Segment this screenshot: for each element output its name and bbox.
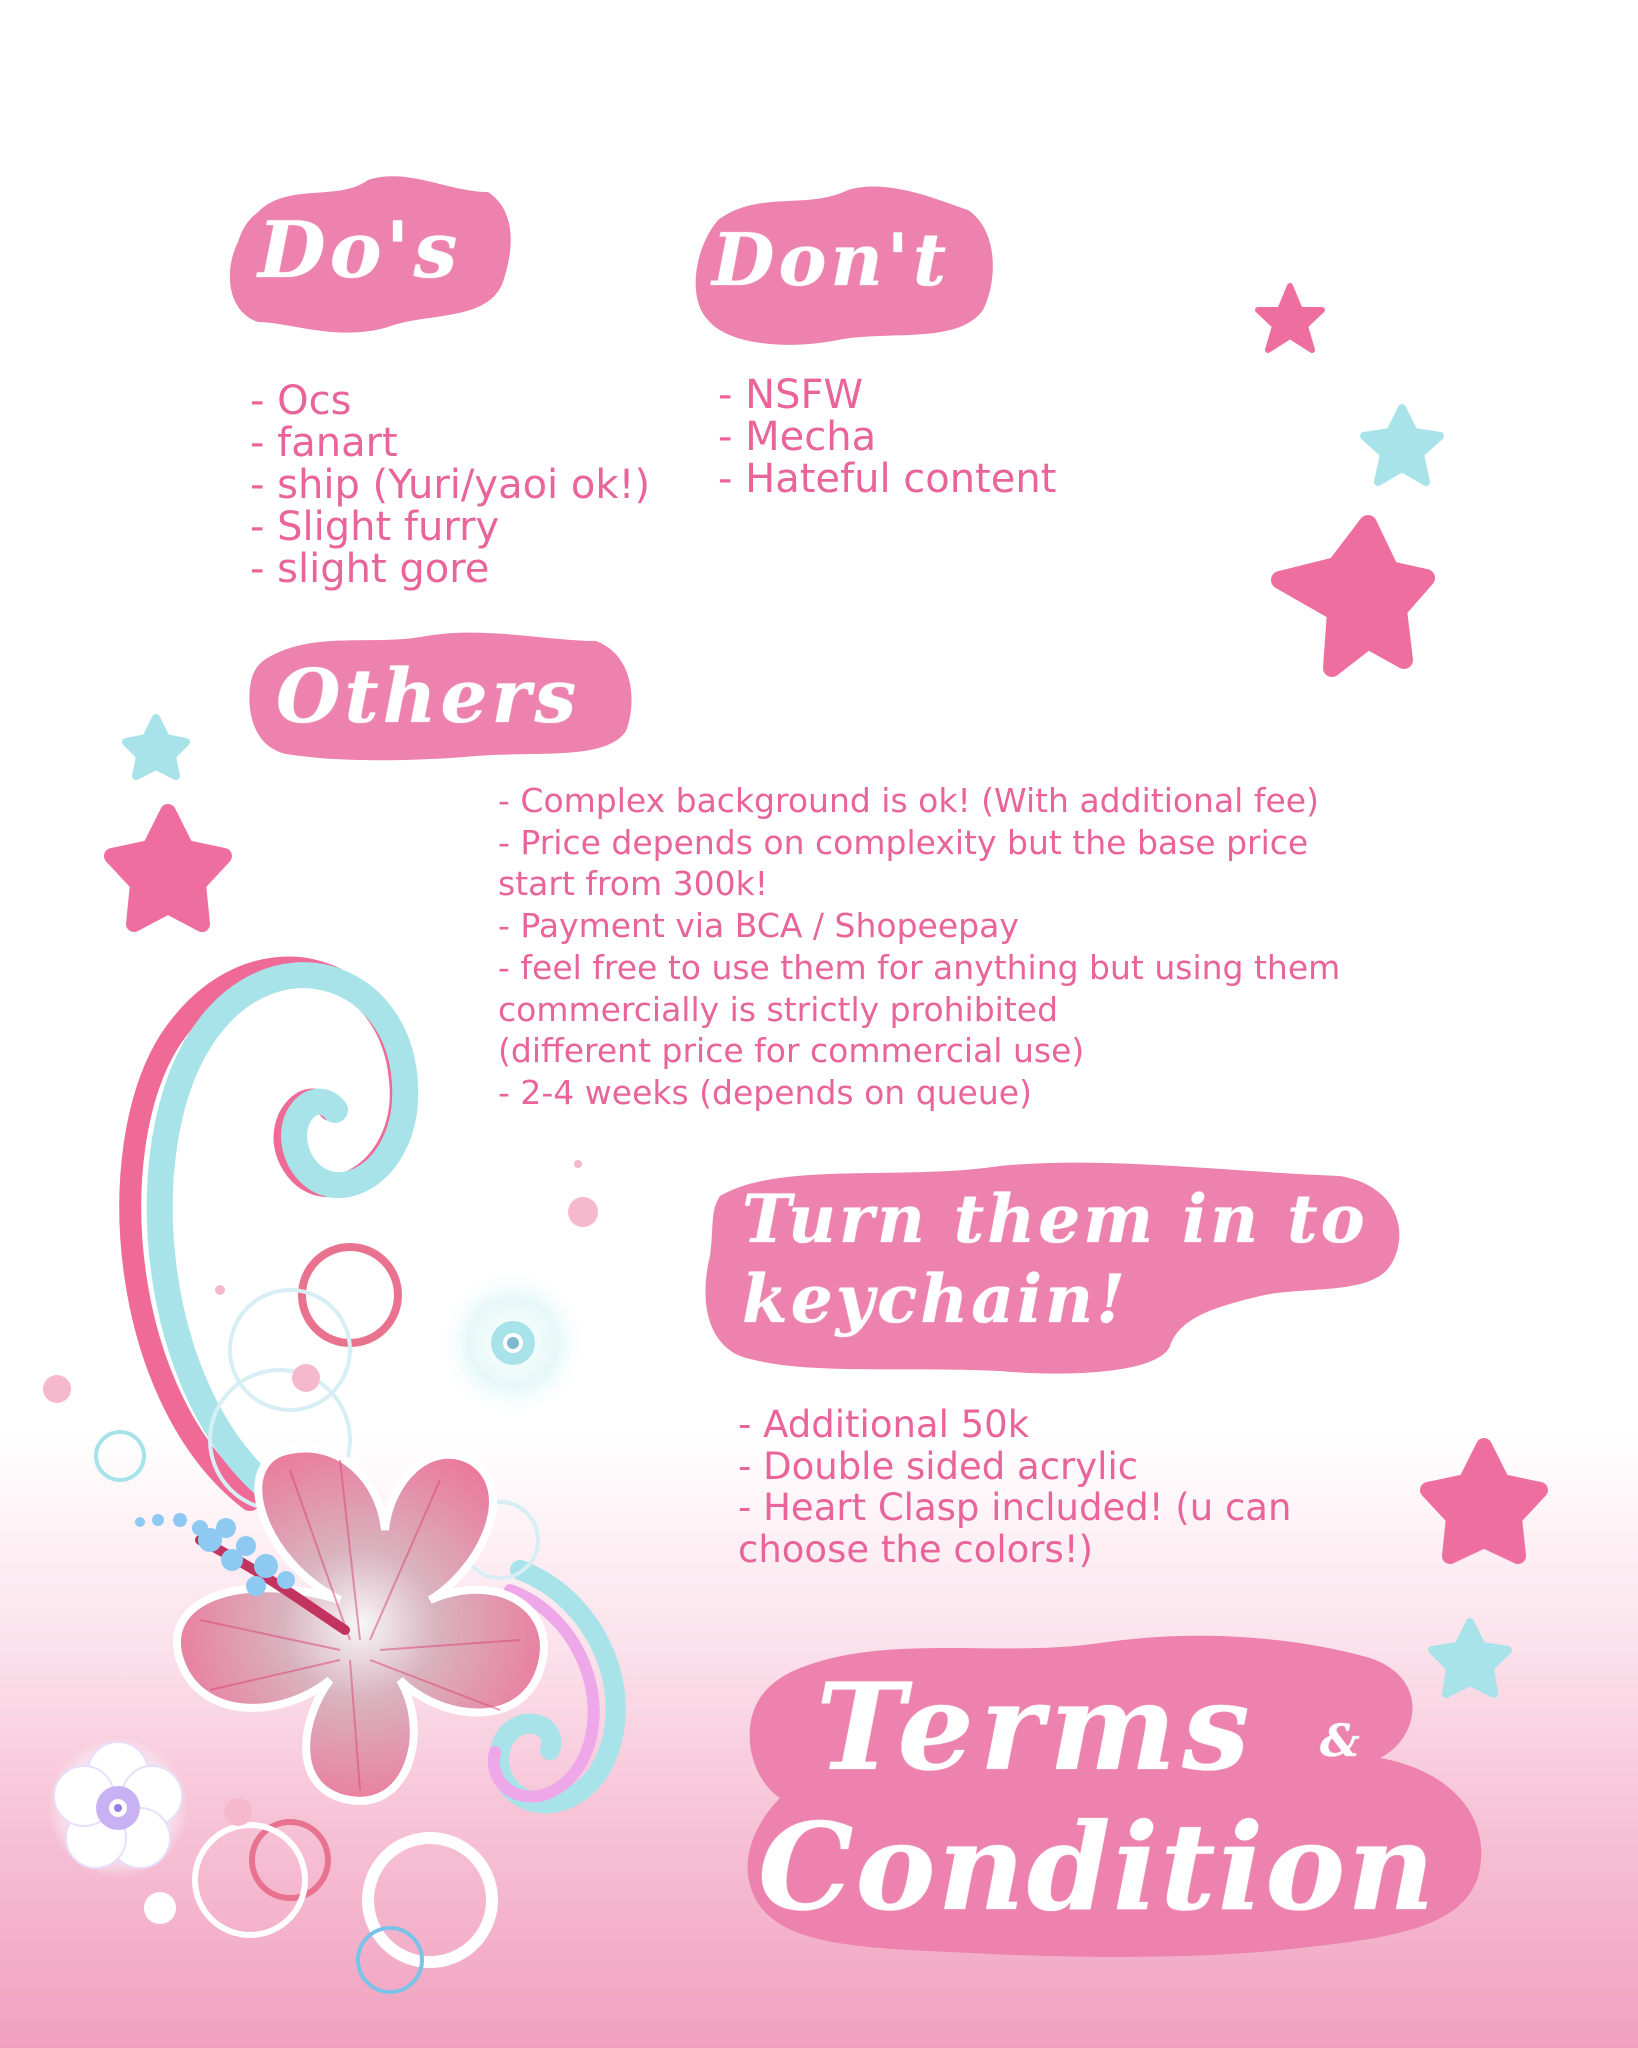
star-icon [126, 718, 186, 776]
list-item: start from 300k! [498, 864, 768, 904]
list-item: - fanart [250, 420, 398, 466]
list-item: (different price for commercial use) [498, 1031, 1085, 1071]
footer-title-line1: Terms [816, 1657, 1256, 1798]
list-item: commercially is strictly prohibited [498, 989, 1059, 1029]
dos-heading-blob [228, 172, 518, 340]
footer-ampersand: & [1320, 1716, 1364, 1767]
footer-title-blob [740, 1628, 1486, 1968]
list-item: - 2-4 weeks (depends on queue) [498, 1072, 1032, 1112]
list-item: - NSFW [718, 372, 864, 418]
list-item: - Price depends on complexity but the base price [498, 822, 1309, 862]
star-icon [1258, 286, 1322, 350]
list-item: - Additional 50k [738, 1403, 1030, 1446]
others-list [498, 780, 1340, 1114]
keychain-heading-blob [700, 1156, 1406, 1378]
list-item: - Double sided acrylic [738, 1444, 1139, 1488]
list-item: - Hateful content [718, 456, 1057, 502]
burst-flower-icon [438, 1268, 588, 1418]
donts-title: Don't [712, 217, 951, 302]
list-item: choose the colors!) [738, 1527, 1094, 1571]
dos-title: Do's [258, 205, 462, 296]
list-item: - Payment via BCA / Shopeepay [498, 906, 1019, 946]
list-item: - slight gore [250, 546, 490, 592]
keychain-list [738, 1404, 1291, 1570]
small-flower-icon [48, 1738, 188, 1878]
keychain-title-line1: Turn them in to [742, 1180, 1368, 1258]
list-item: - Heart Clasp included! (u can [738, 1486, 1292, 1529]
star-icon [1280, 524, 1426, 668]
donts-heading-blob [688, 180, 998, 350]
list-item: - feel free to use them for anything but using them [498, 947, 1341, 987]
star-icon [1428, 1446, 1540, 1556]
list-item: - Ocs [250, 378, 352, 424]
list-item: - Slight furry [250, 504, 500, 550]
donts-list [718, 374, 1056, 500]
keychain-title-line2: keychain! [742, 1260, 1129, 1338]
footer-title-line2: Condition [758, 1797, 1437, 1938]
list-item: - Mecha [718, 414, 877, 460]
others-heading-blob [246, 626, 636, 762]
dos-list [250, 380, 650, 590]
list-item: - ship (Yuri/yaoi ok!) [250, 462, 651, 508]
star-icon [1364, 408, 1440, 482]
others-title: Others [276, 654, 581, 740]
list-item: - Complex background is ok! (With additional fee) [498, 781, 1319, 820]
hibiscus-flower-icon [135, 1448, 544, 1800]
star-icon [112, 812, 224, 924]
